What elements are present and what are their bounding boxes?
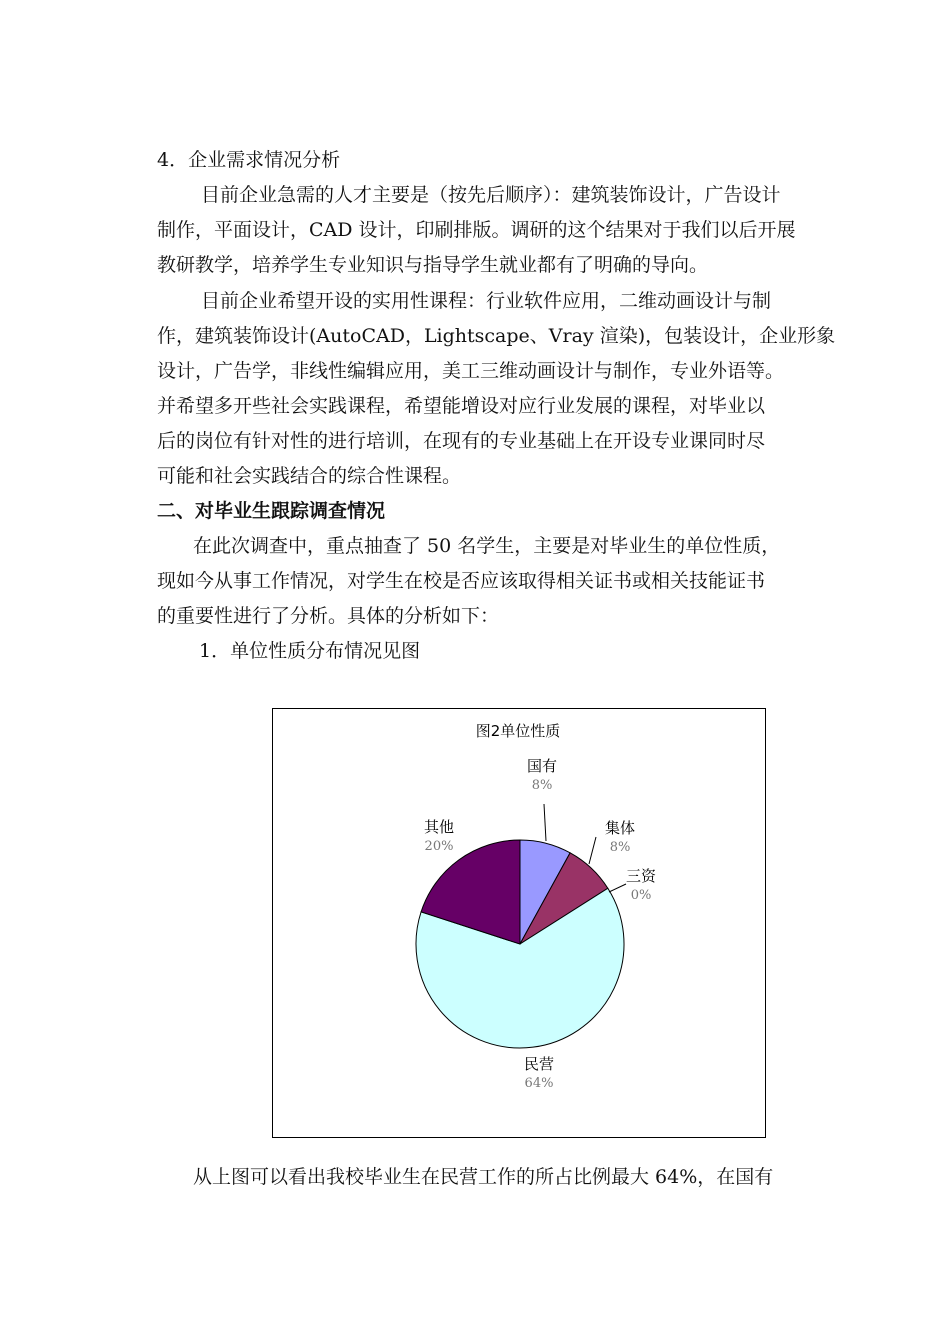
section4-heading: 4．企业需求情况分析 <box>157 149 341 171</box>
slice-label-5: 其他 <box>423 818 455 836</box>
section4-para1-line2: 制作，平面设计，CAD 设计，印刷排版。调研的这个结果对于我们以后开展 <box>157 219 796 241</box>
slice-value-5: 20% <box>424 839 454 854</box>
slice-value-3: 0% <box>630 888 652 903</box>
slice-label-1: 国有 <box>526 757 558 775</box>
section4-para2-line3: 设计，广告学，非线性编辑应用，美工三维动画设计与制作，专业外语等。 <box>157 360 785 382</box>
slice-label-3: 三资 <box>625 867 657 885</box>
section4-para2-line2: 作，建筑装饰设计(AutoCAD，Lightscape、Vray 渲染)，包装设计，企业形象 <box>157 325 836 347</box>
section4-para2-line4: 并希望多开些社会实践课程，希望能增设对应行业发展的课程，对毕业以 <box>157 395 766 417</box>
section4-para2-line6: 可能和社会实践结合的综合性课程。 <box>157 465 462 487</box>
leader-line-2 <box>589 837 596 864</box>
section2-para-line3: 的重要性进行了分析。具体的分析如下： <box>157 605 500 627</box>
section2-para-line1: 在此次调查中，重点抽查了 50 名学生，主要是对毕业生的单位性质， <box>193 535 781 557</box>
section4-para1-line1: 目前企业急需的人才主要是（按先后顺序）：建筑装饰设计，广告设计 <box>201 184 781 206</box>
slice-label-2: 集体 <box>604 819 636 837</box>
section2-item1: 1．单位性质分布情况见图 <box>199 640 421 662</box>
section4-para2-line5: 后的岗位有针对性的进行培训，在现有的专业基础上在开设专业课同时尽 <box>157 430 766 452</box>
section4-para2-line1: 目前企业希望开设的实用性课程：行业软件应用，二维动画设计与制 <box>201 290 772 312</box>
leader-line-3 <box>609 884 626 892</box>
closing-line: 从上图可以看出我校毕业生在民营工作的所占比例最大 64%，在国有 <box>193 1166 774 1188</box>
slice-label-4: 民营 <box>523 1055 555 1073</box>
section2-heading: 二、对毕业生跟踪调查情况 <box>157 500 386 522</box>
pie-chart-frame <box>272 708 766 1138</box>
slice-value-1: 8% <box>531 778 553 793</box>
pie-chart <box>273 709 767 1139</box>
leader-line-1 <box>544 804 546 841</box>
slice-value-4: 64% <box>524 1076 554 1091</box>
section4-para1-line3: 教研教学，培养学生专业知识与指导学生就业都有了明确的导向。 <box>157 254 709 276</box>
chart-title: 图2单位性质 <box>475 722 561 740</box>
section2-para-line2: 现如今从事工作情况，对学生在校是否应该取得相关证书或相关技能证书 <box>157 570 766 592</box>
slice-value-2: 8% <box>609 840 631 855</box>
